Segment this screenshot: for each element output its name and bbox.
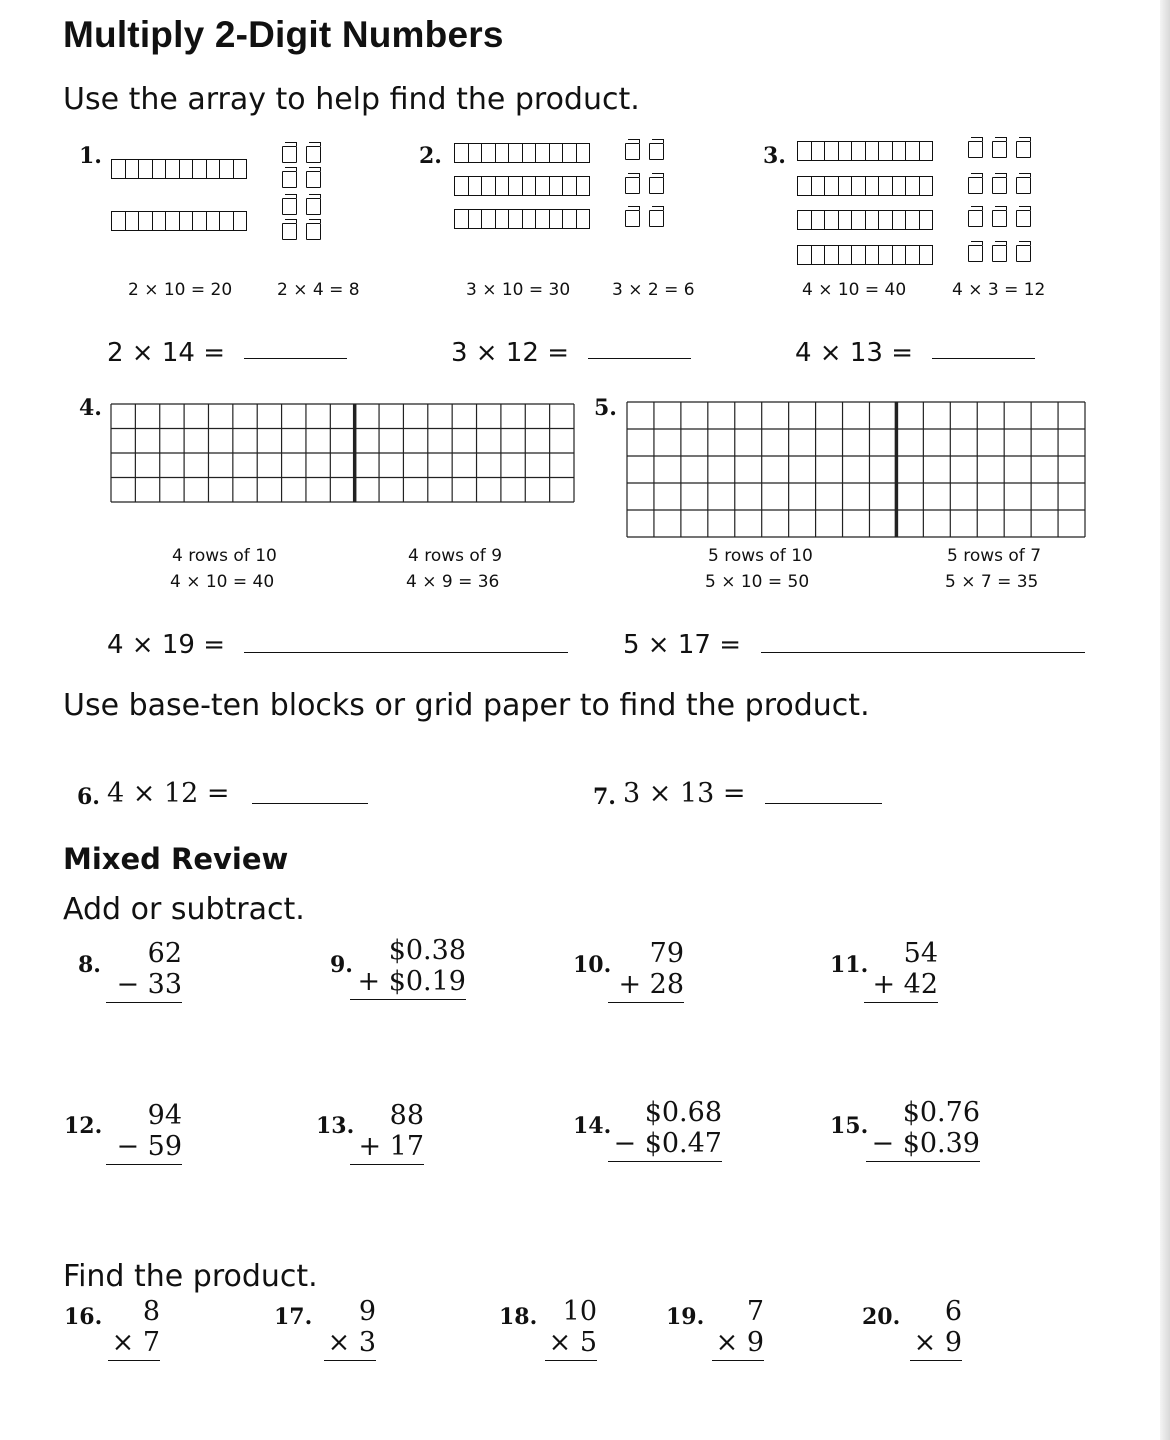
left-rows-label: 4 rows of 10 [172, 546, 277, 566]
vertical-problem [712, 1296, 764, 1361]
unit-cube [968, 141, 983, 158]
mixed-review-heading: Mixed Review [63, 842, 289, 876]
hint-tens: 2 × 10 = 20 [128, 280, 233, 300]
unit-cube [992, 141, 1007, 158]
problem-number: 13. [316, 1113, 355, 1139]
answer-blank[interactable] [765, 803, 882, 804]
ten-rod [454, 176, 590, 196]
unit-cube [992, 177, 1007, 194]
vertical-problem [350, 1100, 424, 1165]
top-operand: $0.38 [388, 935, 466, 966]
unit-cube [306, 198, 321, 215]
bottom-operand: + 17 [350, 1131, 424, 1165]
left-equation: 5 × 10 = 50 [705, 572, 810, 592]
unit-cube [992, 210, 1007, 227]
question-equation: 3 × 13 = [623, 778, 746, 809]
unit-cube [625, 210, 640, 227]
right-rows-label: 4 rows of 9 [408, 546, 503, 566]
unit-cube [282, 198, 297, 215]
top-operand: 6 [944, 1296, 962, 1327]
ten-rod [454, 143, 590, 163]
top-operand: 54 [903, 938, 938, 969]
problem-number: 8. [78, 952, 101, 978]
problem-number: 16. [64, 1304, 103, 1330]
question-equation: 4 × 19 = [107, 630, 225, 660]
bottom-operand: + 28 [608, 969, 684, 1003]
top-operand: 8 [142, 1296, 160, 1327]
bottom-operand: + $0.19 [350, 966, 466, 1000]
unit-cube [649, 210, 664, 227]
unit-cube [992, 245, 1007, 262]
problem-number: 6. [77, 784, 100, 810]
vertical-problem [108, 1296, 160, 1361]
unit-cube [306, 223, 321, 240]
problem-number: 3. [763, 143, 786, 169]
bottom-operand: − 59 [106, 1131, 182, 1165]
problem-number: 14. [573, 1113, 612, 1139]
unit-cube [1016, 245, 1031, 262]
problem-number: 19. [666, 1304, 705, 1330]
top-operand: $0.68 [644, 1097, 722, 1128]
problem-number: 4. [79, 395, 102, 421]
bottom-operand: × 7 [108, 1327, 160, 1361]
ten-rod [797, 210, 933, 230]
problem-number: 2. [419, 143, 442, 169]
answer-blank[interactable] [932, 358, 1035, 359]
problem-number: 10. [573, 952, 612, 978]
answer-blank[interactable] [252, 803, 368, 804]
top-operand: 88 [389, 1100, 424, 1131]
unit-cube [306, 171, 321, 188]
question-equation: 4 × 13 = [795, 338, 913, 368]
bottom-operand: − 33 [106, 969, 182, 1003]
problem-number: 7. [593, 784, 616, 810]
page-title: Multiply 2-Digit Numbers [63, 14, 504, 55]
problem-number: 9. [330, 952, 353, 978]
bottom-operand: × 5 [545, 1327, 597, 1361]
problem-number: 11. [830, 952, 869, 978]
hint-tens: 4 × 10 = 40 [802, 280, 907, 300]
hint-ones: 3 × 2 = 6 [612, 280, 695, 300]
answer-blank[interactable] [761, 652, 1085, 653]
right-rows-label: 5 rows of 7 [947, 546, 1042, 566]
right-equation: 5 × 7 = 35 [945, 572, 1039, 592]
unit-cube [306, 146, 321, 163]
page-edge-shadow [1160, 0, 1170, 1440]
vertical-problem [910, 1296, 962, 1361]
grid-array-5 [626, 401, 1086, 538]
problem-number: 5. [594, 395, 617, 421]
answer-blank[interactable] [244, 358, 347, 359]
ten-rod [454, 209, 590, 229]
unit-cube [282, 171, 297, 188]
vertical-problem [324, 1296, 376, 1361]
top-operand: 94 [147, 1100, 182, 1131]
question-equation: 3 × 12 = [451, 338, 569, 368]
ten-rod [797, 176, 933, 196]
unit-cube [1016, 141, 1031, 158]
answer-blank[interactable] [588, 358, 691, 359]
unit-cube [968, 177, 983, 194]
unit-cube [625, 177, 640, 194]
left-equation: 4 × 10 = 40 [170, 572, 275, 592]
array-instruction: Use the array to help find the product. [63, 82, 640, 117]
unit-cube [282, 146, 297, 163]
ten-rod [797, 245, 933, 265]
hint-tens: 3 × 10 = 30 [466, 280, 571, 300]
problem-number: 15. [830, 1113, 869, 1139]
problem-number: 17. [274, 1304, 313, 1330]
problem-number: 12. [64, 1113, 103, 1139]
answer-blank[interactable] [244, 652, 568, 653]
unit-cube [1016, 177, 1031, 194]
vertical-problem [608, 1097, 722, 1162]
top-operand: $0.76 [902, 1097, 980, 1128]
question-equation: 4 × 12 = [107, 778, 230, 809]
unit-cube [968, 245, 983, 262]
bottom-operand: + 42 [864, 969, 938, 1003]
vertical-problem [350, 935, 466, 1000]
vertical-problem [608, 938, 684, 1003]
top-operand: 62 [147, 938, 182, 969]
top-operand: 7 [746, 1296, 764, 1327]
unit-cube [649, 143, 664, 160]
ten-rod [111, 211, 247, 231]
vertical-problem [106, 938, 182, 1003]
problem-number: 18. [499, 1304, 538, 1330]
bottom-operand: − $0.47 [608, 1128, 722, 1162]
right-equation: 4 × 9 = 36 [406, 572, 500, 592]
hint-ones: 2 × 4 = 8 [277, 280, 360, 300]
product-instruction: Find the product. [63, 1259, 318, 1294]
ten-rod [797, 141, 933, 161]
add-subtract-instruction: Add or subtract. [63, 892, 305, 927]
top-operand: 10 [562, 1296, 597, 1327]
ten-rod [111, 159, 247, 179]
problem-number: 20. [862, 1304, 901, 1330]
bottom-operand: − $0.39 [866, 1128, 980, 1162]
vertical-problem [864, 938, 938, 1003]
question-equation: 2 × 14 = [107, 338, 225, 368]
top-operand: 79 [649, 938, 684, 969]
unit-cube [625, 143, 640, 160]
bottom-operand: × 9 [712, 1327, 764, 1361]
hint-ones: 4 × 3 = 12 [952, 280, 1046, 300]
left-rows-label: 5 rows of 10 [708, 546, 813, 566]
vertical-problem [106, 1100, 182, 1165]
unit-cube [968, 210, 983, 227]
unit-cube [1016, 210, 1031, 227]
vertical-problem [866, 1097, 980, 1162]
unit-cube [282, 223, 297, 240]
problem-number: 1. [79, 143, 102, 169]
bottom-operand: × 3 [324, 1327, 376, 1361]
vertical-problem [545, 1296, 597, 1361]
blocks-instruction: Use base-ten blocks or grid paper to find the product. [63, 688, 870, 723]
unit-cube [649, 177, 664, 194]
top-operand: 9 [358, 1296, 376, 1327]
grid-array-4 [110, 403, 575, 503]
bottom-operand: × 9 [910, 1327, 962, 1361]
question-equation: 5 × 17 = [623, 630, 741, 660]
